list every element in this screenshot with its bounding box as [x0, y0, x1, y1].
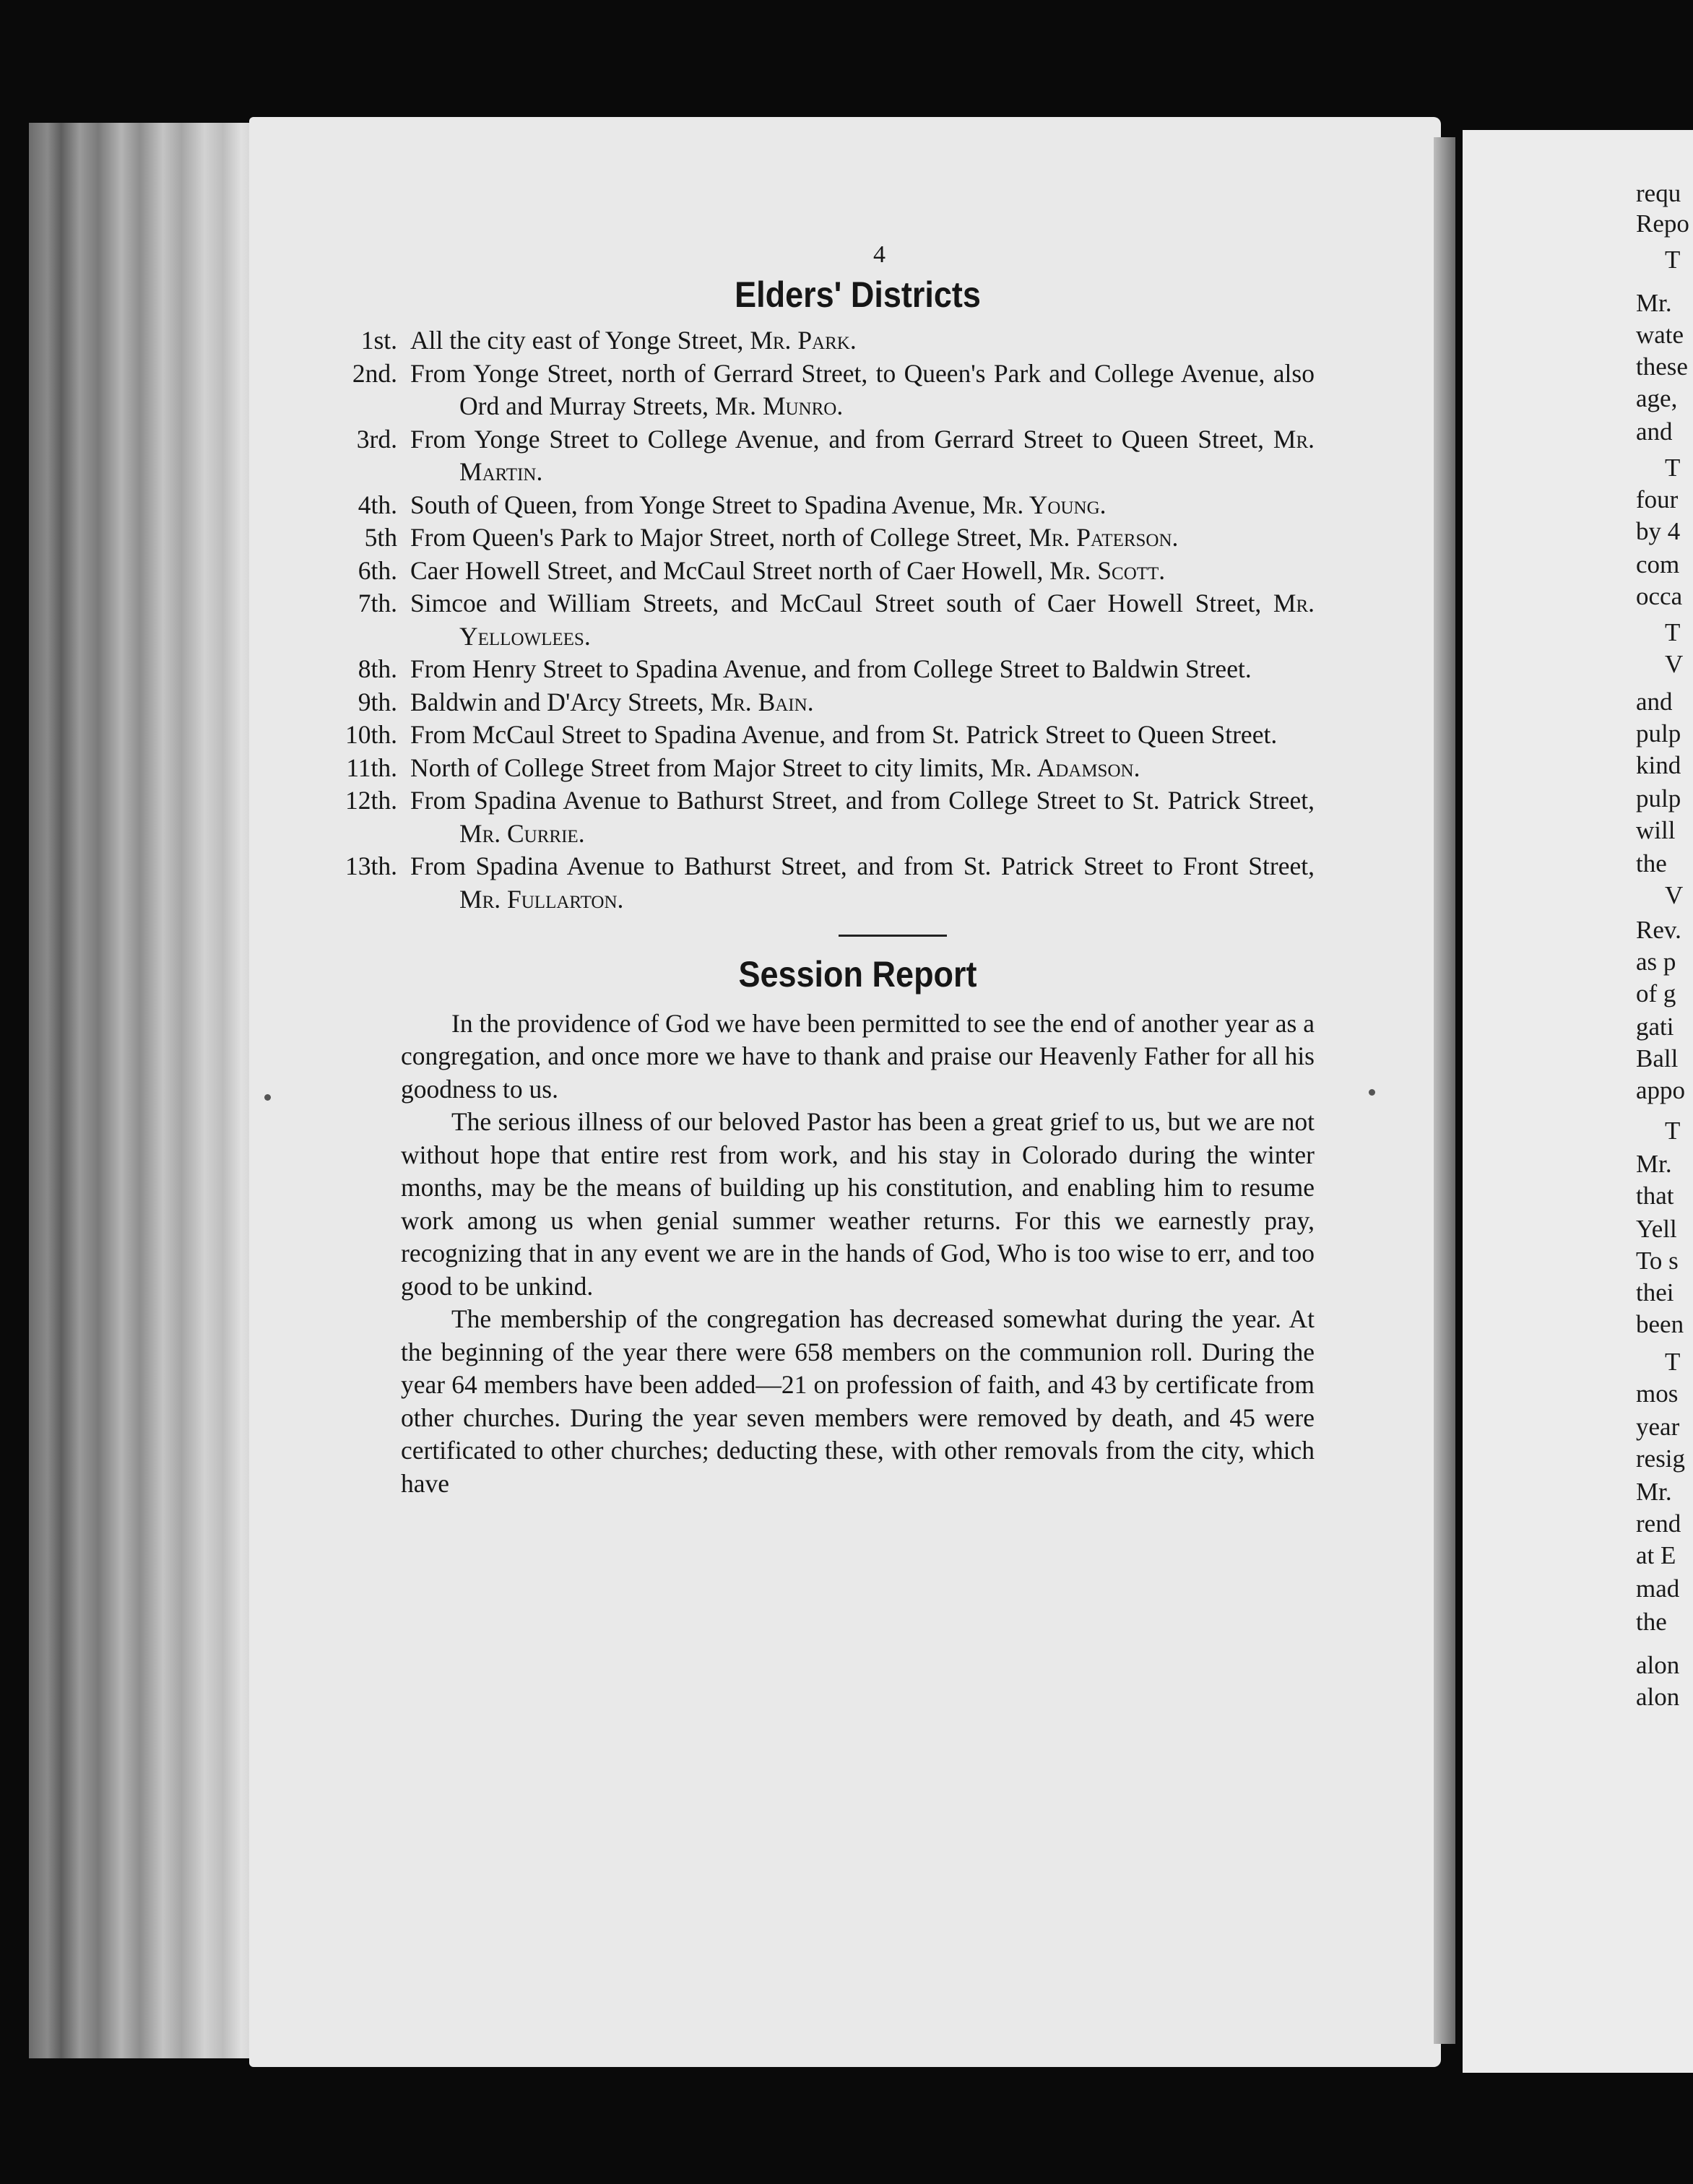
facing-page-text-fragment: year [1636, 1413, 1680, 1441]
report-paragraph: In the providence of God we have been permitted to see the end of another year as a congregation, and once more we have to thank and praise our Heavenly Father for all his goodness to us. [401, 1008, 1315, 1104]
district-number: 7th. [358, 589, 397, 618]
district-description: Baldwin and D'Arcy Streets, [410, 687, 711, 716]
district-description: From Spadina Avenue to Bathurst Street, and from College Street to St. Patrick Street, [410, 786, 1315, 815]
facing-page-text-fragment: Rev. [1636, 916, 1681, 944]
district-number: 8th. [358, 654, 397, 683]
facing-page-text-fragment: T [1665, 1117, 1681, 1145]
facing-page-text-fragment: V [1665, 881, 1684, 909]
district-item [364, 521, 1315, 555]
facing-page-text-fragment: To s [1636, 1247, 1679, 1275]
district-number: 6th. [358, 555, 397, 585]
facing-page-text-fragment: mad [1636, 1574, 1680, 1603]
district-description: South of Queen, from Yonge Street to Spadina Avenue, [410, 490, 983, 519]
district-number: 10th. [345, 720, 397, 749]
district-item [345, 719, 1315, 752]
facing-page-text-fragment: kind [1636, 751, 1681, 779]
district-item [358, 587, 1315, 653]
district-item [352, 358, 1315, 423]
facing-page-text-fragment: T [1665, 454, 1681, 482]
district-description: From Spadina Avenue to Bathurst Street, and from St. Patrick Street to Front Street, [410, 852, 1315, 880]
speck [1369, 1089, 1375, 1096]
district-end-punctuation: . [617, 884, 624, 914]
facing-page-text-fragment: of g [1636, 979, 1676, 1008]
district-item [356, 423, 1315, 489]
book-gutter [1434, 137, 1455, 2044]
district-end-punctuation: . [578, 818, 585, 848]
facing-page-text-fragment: been [1636, 1310, 1684, 1338]
elder-name: Scott [1097, 555, 1159, 585]
district-description: All the city east of Yonge Street, [410, 326, 750, 355]
facing-page-text-fragment: V [1665, 650, 1684, 678]
elder-name: Yellowlees [459, 621, 584, 651]
district-number: 3rd. [356, 424, 397, 454]
facing-page-text-fragment: Mr. [1636, 1150, 1672, 1178]
district-number: 13th. [345, 852, 397, 880]
district-end-punctuation: . [1159, 555, 1166, 585]
elder-name: Fullarton [507, 884, 618, 914]
session-report-title: Session Report [738, 954, 977, 994]
facing-page-text-fragment: that [1636, 1182, 1674, 1210]
facing-page-text-fragment: requ [1636, 179, 1681, 207]
facing-page-text-fragment: appo [1636, 1076, 1686, 1104]
facing-page-text-fragment: T [1665, 246, 1681, 274]
elder-title: Mr. [459, 818, 507, 848]
page-content [345, 238, 1315, 1500]
district-description: From McCaul Street to Spadina Avenue, and from St. Patrick Street to Queen Street. [410, 720, 1278, 749]
district-end-punctuation: . [1172, 523, 1179, 552]
district-description: From Yonge Street, north of Gerrard Street, to Queen's Park and College Avenue, also Ord and Murray Streets, [410, 358, 1315, 420]
facing-page-text-fragment: will [1636, 816, 1676, 844]
elder-name: Young [1029, 490, 1100, 519]
facing-page-text-fragment: alon [1636, 1651, 1680, 1679]
elder-name: Paterson [1076, 523, 1172, 552]
facing-page-text-fragment: thei [1636, 1278, 1674, 1306]
district-end-punctuation: . [1133, 753, 1140, 782]
facing-page-text-fragment: mos [1636, 1379, 1679, 1408]
facing-page-text-fragment: pulp [1636, 784, 1681, 812]
elder-title: Mr. [459, 884, 507, 914]
elder-name: Currie [507, 818, 579, 848]
facing-page-text-fragment: age, [1636, 384, 1678, 412]
book-page-edges [29, 123, 260, 2058]
facing-page-text-fragment: these [1636, 352, 1688, 381]
district-end-punctuation: . [849, 326, 857, 355]
district-number: 5th [364, 523, 397, 552]
district-item [358, 686, 1315, 719]
facing-page-text-fragment: T [1665, 618, 1681, 646]
facing-page-text-fragment: resig [1636, 1444, 1686, 1473]
district-number: 12th. [345, 786, 397, 815]
section-divider [839, 935, 947, 937]
district-description: Caer Howell Street, and McCaul Street north of Caer Howell, [410, 555, 1050, 585]
district-end-punctuation: . [536, 457, 543, 486]
facing-page-text-fragment: the [1636, 1608, 1667, 1636]
district-description: From Henry Street to Spadina Avenue, and from College Street to Baldwin Street. [410, 654, 1252, 683]
district-end-punctuation: . [836, 391, 844, 420]
district-description: North of College Street from Major Street to city limits, [410, 753, 991, 782]
facing-page-text-fragment: com [1636, 550, 1680, 578]
district-description: Simcoe and William Streets, and McCaul Street south of Caer Howell Street, [410, 589, 1273, 618]
district-number: 4th. [358, 490, 397, 519]
district-end-punctuation: . [1099, 490, 1107, 519]
district-item [345, 784, 1315, 850]
district-item [360, 324, 1315, 358]
district-number: 2nd. [352, 358, 397, 388]
district-description: From Queen's Park to Major Street, north of College Street, [410, 523, 1029, 552]
districts-list [345, 324, 1315, 916]
facing-page-text-fragment: by 4 [1636, 517, 1681, 545]
facing-page-text-fragment: and [1636, 688, 1673, 716]
district-item [358, 489, 1315, 522]
elder-name: Martin [459, 457, 537, 486]
elder-title: Mr. [1273, 424, 1315, 454]
facing-page-text-fragment: alon [1636, 1683, 1680, 1711]
elder-name: Munro [762, 391, 837, 420]
district-description: From Yonge Street to College Avenue, and from Gerrard Street to Queen Street, [410, 424, 1273, 454]
facing-page-text-fragment: gati [1636, 1013, 1674, 1041]
district-item [358, 653, 1315, 686]
elder-title: Mr. [1273, 589, 1315, 618]
district-item [345, 850, 1315, 916]
session-report-body [401, 1008, 1315, 1501]
elder-title: Mr. [714, 391, 763, 420]
facing-page-text-fragment: Mr. [1636, 289, 1672, 317]
page-number: 4 [873, 241, 886, 268]
facing-page [1463, 130, 1693, 2073]
facing-page-text-fragment: as p [1636, 948, 1676, 976]
report-paragraph: The serious illness of our beloved Pastor has been a great grief to us, but we are not without hope that entire rest from work, and his stay in Colorado during the winter months, may be the means of building up his constitution, and enabling him to resume work among us when genial summer weather returns. For this we earnestly pray, recognizing that in any event we are in the hands of God, Who is too wise to err, and too good to be unkind. [401, 1107, 1315, 1301]
district-end-punctuation: . [807, 687, 814, 716]
report-paragraph: The membership of the congregation has decreased somewhat during the year. At the beginning of the year there were 658 members on the communion roll. During the year 64 members have been added—21 on profession of faith, and 43 by certificate from other churches. During the year seven members were removed by death, and 45 were certificated to other churches; deducting these, with other removals from the city, which have [401, 1304, 1315, 1498]
facing-page-text-fragment: Yell [1636, 1215, 1677, 1243]
facing-page-text-fragment: Ball [1636, 1044, 1679, 1072]
facing-page-text-fragment: four [1636, 485, 1679, 514]
speck [264, 1094, 271, 1101]
facing-page-text-fragment: the [1636, 849, 1667, 878]
district-number: 11th. [346, 753, 397, 782]
facing-page-text-fragment: Repo [1636, 209, 1689, 238]
elder-name: Park [797, 326, 850, 355]
districts-title: Elders' Districts [735, 274, 981, 315]
facing-page-text-fragment: occa [1636, 582, 1683, 610]
facing-page-text-fragment: pulp [1636, 719, 1681, 748]
district-end-punctuation: . [584, 621, 591, 651]
facing-page-text-fragment: rend [1636, 1509, 1681, 1538]
elder-title: Mr. [990, 753, 1037, 782]
elder-title: Mr. [982, 490, 1029, 519]
facing-page-text-fragment: Mr. [1636, 1478, 1672, 1506]
district-item [358, 555, 1315, 588]
facing-page-text-fragment: and [1636, 417, 1673, 446]
elder-title: Mr. [710, 687, 758, 716]
district-number: 1st. [360, 326, 397, 355]
elder-title: Mr. [1049, 555, 1098, 585]
elder-name: Bain [758, 687, 807, 716]
elder-name: Adamson [1036, 753, 1134, 782]
elder-title: Mr. [750, 326, 798, 355]
district-number: 9th. [358, 687, 397, 716]
district-item [346, 752, 1315, 785]
facing-page-text-fragment: T [1665, 1348, 1681, 1376]
elder-title: Mr. [1029, 523, 1077, 552]
facing-page-text-fragment: wate [1636, 321, 1684, 349]
facing-page-text-fragment: at E [1636, 1541, 1676, 1569]
